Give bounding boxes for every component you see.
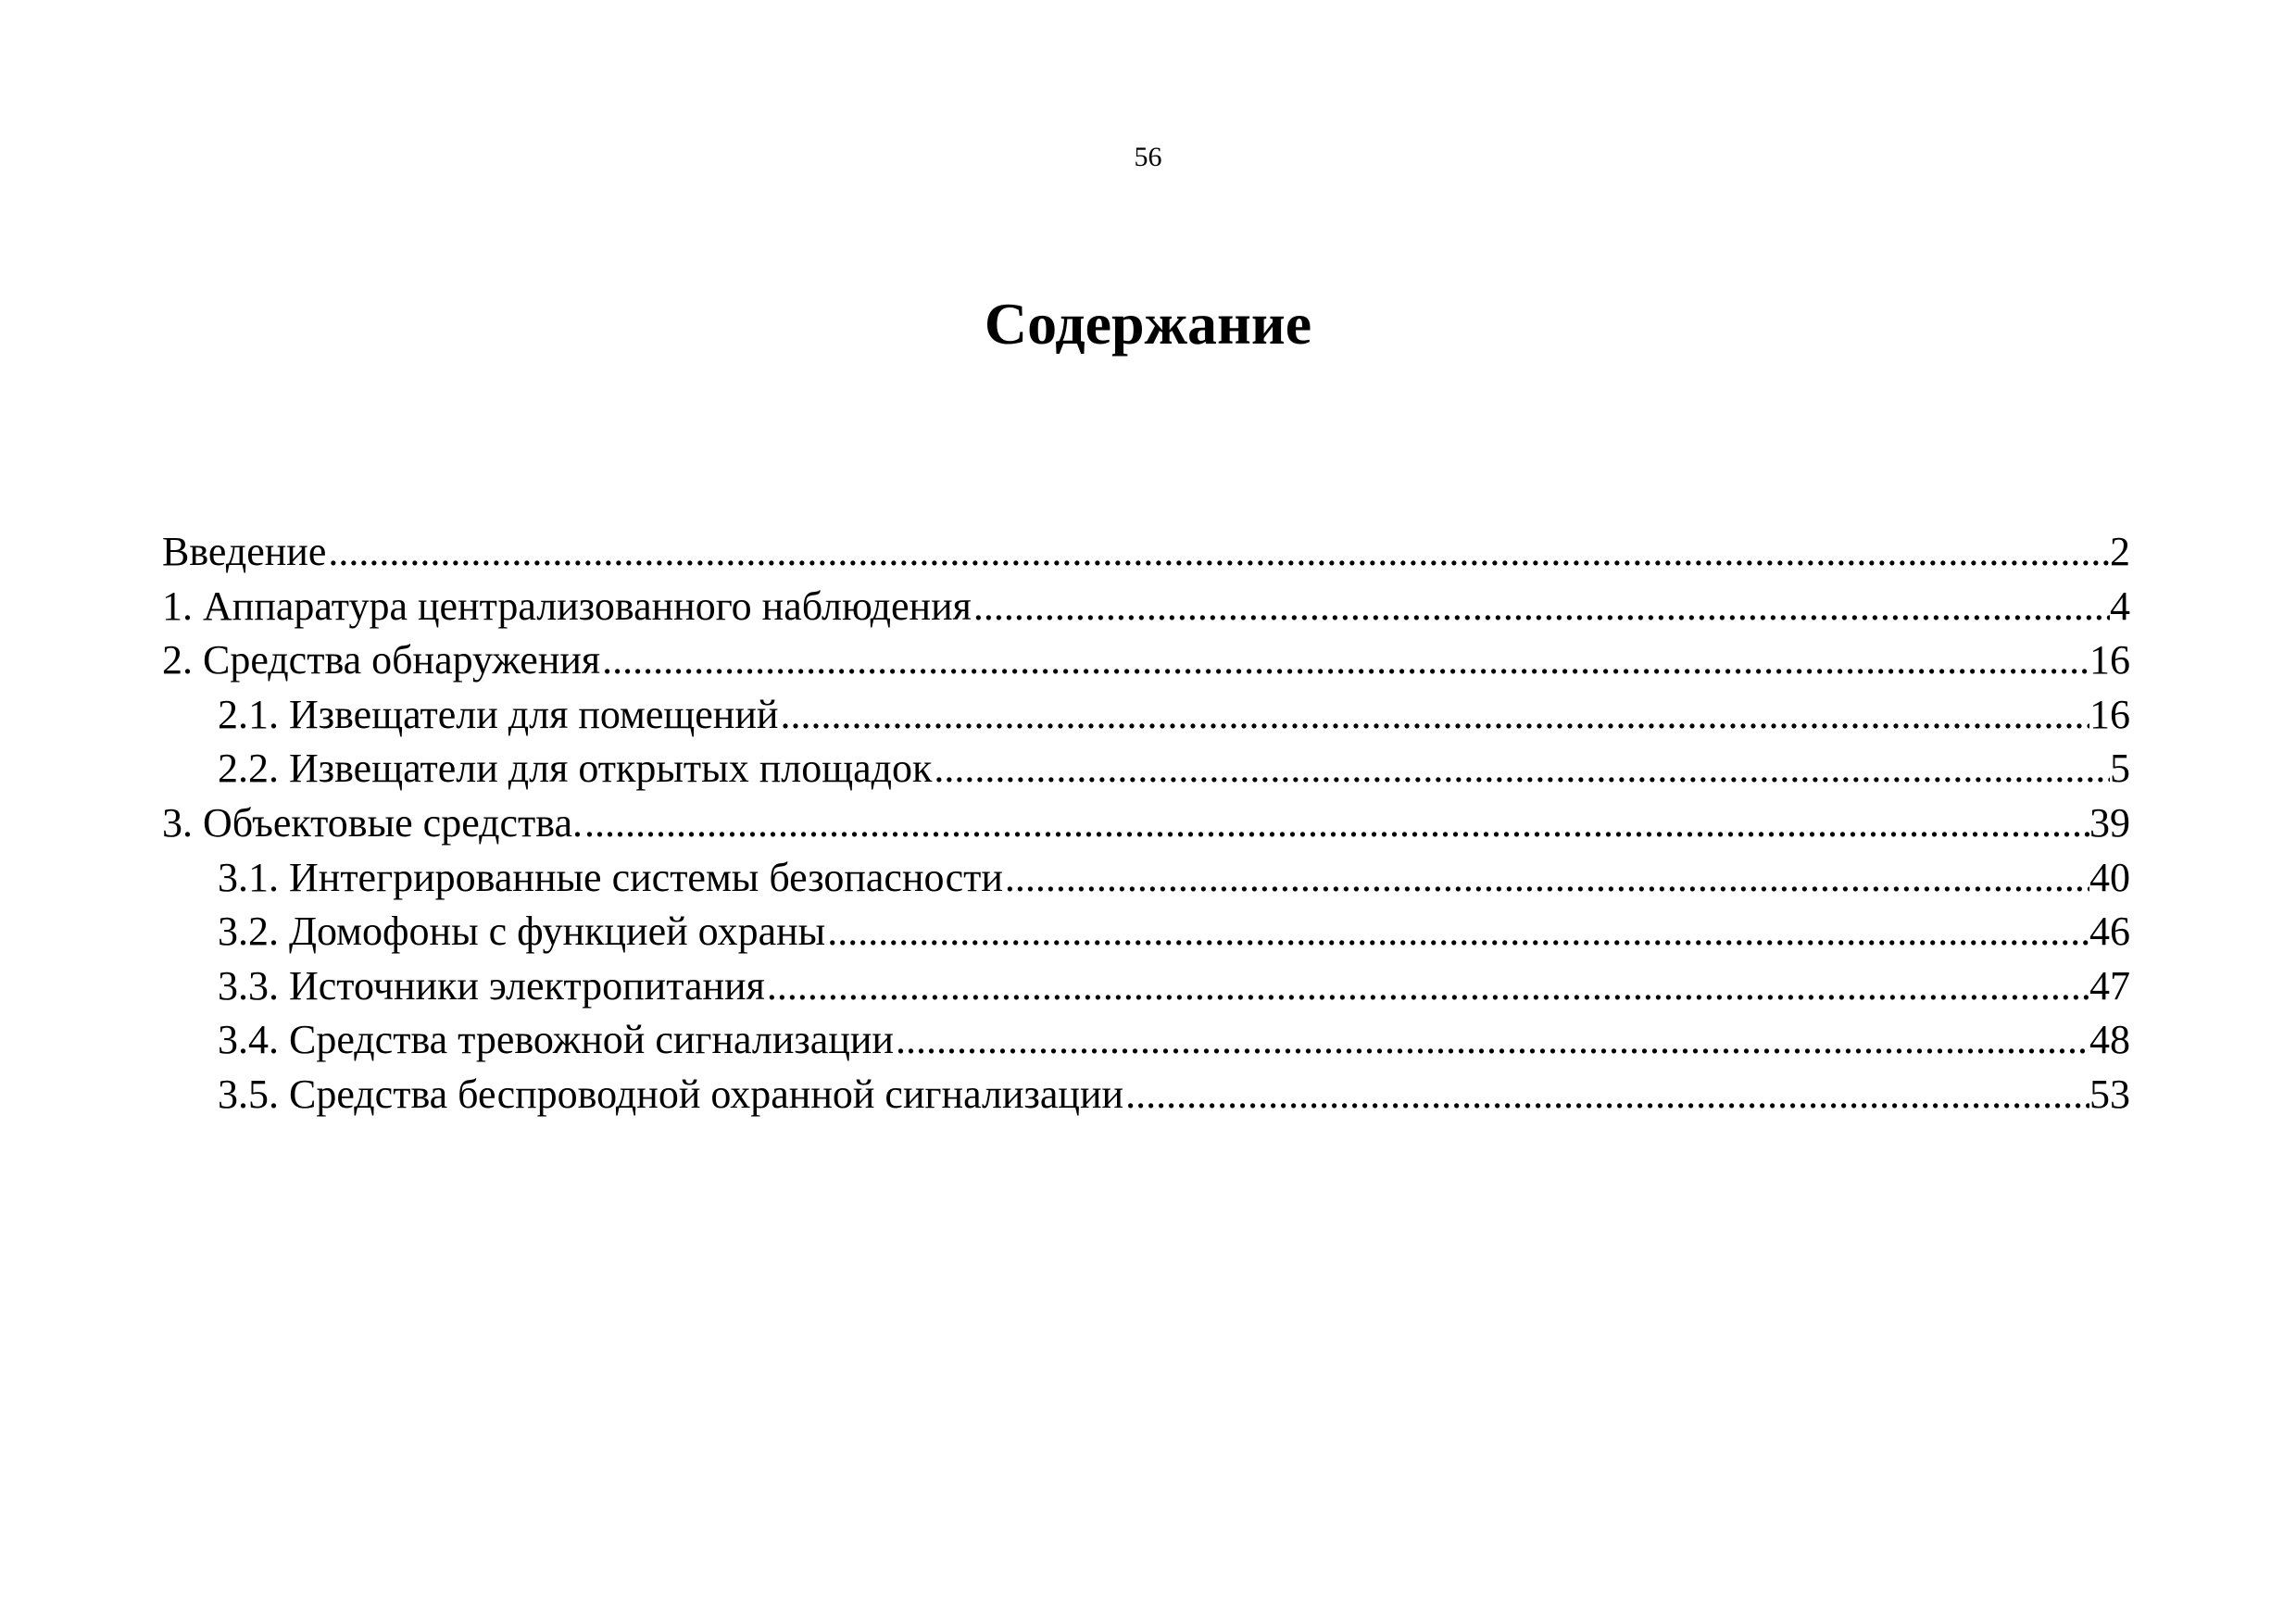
toc-dot-leader	[1123, 1068, 2089, 1122]
toc-entry-section-2-2	[162, 742, 2130, 796]
toc-dot-leader	[765, 959, 2089, 1014]
toc-entry-section-3-4	[162, 1013, 2130, 1068]
toc-entry-label: 3. Объектовые средства.	[162, 799, 583, 846]
toc-entry-introduction	[162, 525, 2130, 580]
toc-entry-label: 3.4. Средства тревожной сигнализации	[218, 1017, 894, 1063]
toc-entry-page: 40	[2089, 854, 2130, 900]
toc-dot-leader	[778, 688, 2089, 743]
toc-entry-label: 2. Средства обнаружения	[162, 637, 601, 683]
toc-entry-section-1	[162, 580, 2130, 634]
toc-dot-leader	[600, 633, 2089, 688]
toc-entry-page: 39	[2089, 799, 2130, 846]
toc-entry-page: 53	[2089, 1071, 2130, 1117]
toc-entry-page: 47	[2089, 962, 2130, 1009]
toc-entry-section-3-2	[162, 905, 2130, 959]
toc-dot-leader	[583, 796, 2089, 851]
toc-entry-label: 3.3. Источники электропитания	[218, 962, 765, 1009]
toc-dot-leader	[825, 905, 2089, 959]
toc-dot-leader	[894, 1013, 2089, 1068]
toc-entry-label: 3.2. Домофоны с функцией охраны	[218, 909, 826, 955]
toc-entry-label: Введение	[162, 529, 327, 574]
toc-entry-label: 2.1. Извещатели для помещений	[218, 691, 779, 737]
toc-dot-leader	[326, 525, 2110, 580]
toc-entry-page: 48	[2089, 1017, 2130, 1063]
toc-dot-leader	[932, 742, 2110, 796]
toc-entry-page: 5	[2110, 746, 2130, 792]
toc-entry-page: 16	[2089, 637, 2130, 683]
table-of-contents	[162, 525, 2130, 1122]
toc-entry-label: 2.2. Извещатели для открытых площадок	[218, 746, 933, 792]
page-title: Содержание	[984, 291, 1312, 357]
toc-entry-page: 4	[2110, 583, 2130, 629]
toc-entry-section-2-1	[162, 688, 2130, 743]
toc-entry-section-3	[162, 796, 2130, 851]
toc-entry-section-3-5	[162, 1068, 2130, 1122]
toc-entry-label: 1. Аппаратура централизованного наблюдения	[162, 583, 972, 629]
toc-dot-leader	[972, 580, 2110, 634]
toc-entry-page: 46	[2089, 909, 2130, 955]
toc-entry-section-2	[162, 633, 2130, 688]
toc-entry-label: 3.1. Интегрированные системы безопасности	[218, 854, 1003, 900]
toc-entry-page: 16	[2089, 691, 2130, 737]
toc-entry-label: 3.5. Средства беспроводной охранной сигнализации	[218, 1071, 1124, 1117]
toc-dot-leader	[1003, 851, 2089, 906]
toc-entry-section-3-3	[162, 959, 2130, 1014]
toc-entry-section-3-1	[162, 851, 2130, 906]
page-number: 56	[1134, 142, 1162, 172]
toc-entry-page: 2	[2110, 529, 2130, 574]
